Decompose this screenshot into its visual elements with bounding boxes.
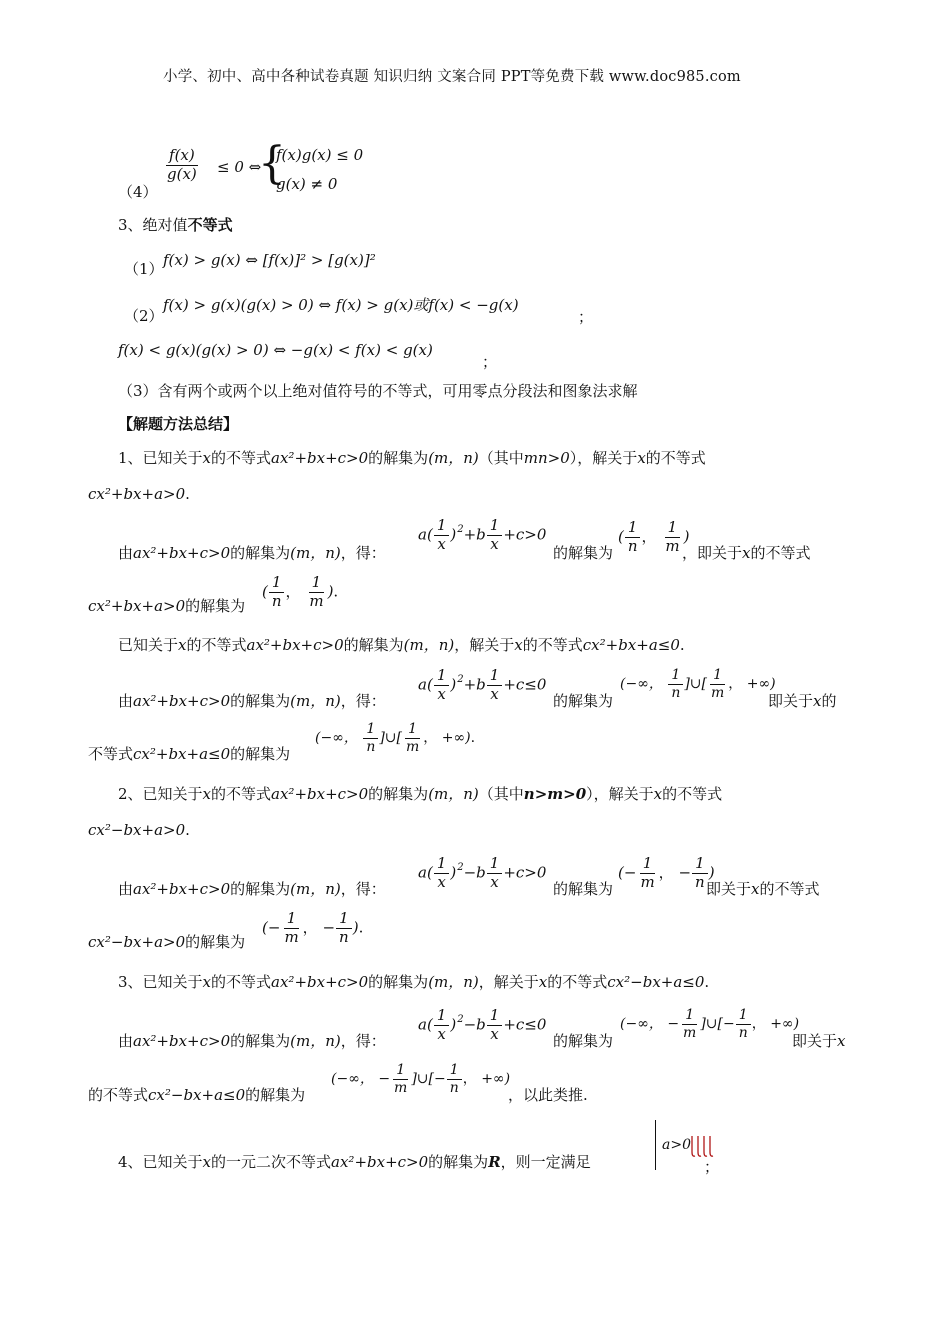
problem-1b-conclusion-set: (−∞， $\frac{1}{n}$ ]∪[ $\frac{1}{m}$ ， +∞). [315,721,476,755]
item-4-line2: g(x) ≠ 0 [276,175,338,193]
problem-4-statement: 4、已知关于x的一元二次不等式ax²+bx+c>0的解集为R，则一定满足 [118,1153,591,1171]
problem-1-statement: 1、已知关于x的不等式ax²+bx+c>0的解集为(m，n)（其中mn>0），解关于x的不等式 [118,449,706,467]
problem-4-condition: a>0 [662,1137,691,1153]
item-4-label: （4） [118,183,158,201]
item-4-brace: { [258,138,286,189]
abs-2-label: （2） [124,307,164,325]
problem-1-target: cx²+bx+a>0. [88,485,190,503]
item-4-line1: f(x)g(x) ≤ 0 [276,146,364,164]
problem-1-solution-b: 的解集为 [553,544,614,562]
problem-2-conclusion: cx²−bx+a>0的解集为 [88,933,246,951]
item-4-relation: ≤ 0 ⇔ [217,158,262,176]
problem-2-solution-b: 的解集为 [553,880,614,898]
problem-1-substitution: a( $\frac{1}{x}$ )$^2$+b $\frac{1}{x}$ +c>0 [418,516,547,553]
problem-2-statement: 2、已知关于x的不等式ax²+bx+c>0的解集为(m，n)（其中n>m>0），解关于x的不等式 [118,785,723,803]
problem-3-conclusion-set: (−∞， − $\frac{1}{m}$ ]∪[− $\frac{1}{n}$ ， +∞) [331,1062,511,1096]
problem-3-solution-b: 的解集为 [553,1032,614,1050]
problem-1b-solution-b: 的解集为 [553,692,614,710]
garbled-glyphs [690,1132,716,1160]
problem-3-tail: ，以此类推. [508,1086,588,1104]
problem-3-conclusion: 的不等式cx²−bx+a≤0的解集为 [88,1086,306,1104]
problem-3-solution-set: (−∞， − $\frac{1}{m}$ ]∪[− $\frac{1}{n}$ ， +∞) [620,1007,800,1041]
problem-2-conclusion-set: (− $\frac{1}{m}$ ， − $\frac{1}{n}$ ). [262,909,364,946]
problem-1b-solution-set: (−∞， $\frac{1}{n}$ ]∪[ $\frac{1}{m}$ ， +∞) [620,667,776,701]
problem-1-conclusion-set: ( $\frac{1}{n}$ ， $\frac{1}{m}$ ). [262,573,339,610]
problem-1-conclusion: cx²+bx+a>0的解集为 [88,597,246,615]
problem-2-solution-set: (− $\frac{1}{m}$ ， − $\frac{1}{n}$ ) [618,854,715,891]
problem-4-tail: ； [704,1158,720,1176]
abs-3-text: （3）含有两个或两个以上绝对值符号的不等式，可用零点分段法和图象法求解 [118,382,638,400]
problem-1-solution-a: 由ax²+bx+c>0的解集为(m，n)，得： [118,544,386,562]
section-3-title: 3、绝对值不等式 [118,216,233,234]
problem-1b-substitution: a( $\frac{1}{x}$ )$^2$+b $\frac{1}{x}$ +c≤0 [418,666,547,703]
abs-1-label: （1） [124,260,164,278]
abs-2b-expr: f(x) < g(x)(g(x) > 0) ⇔ −g(x) < f(x) < g(x) [118,341,433,359]
problem-1b-solution-c: 即关于x的 [768,692,837,710]
abs-2b-tail: ； [482,353,498,371]
problem-2-solution-a: 由ax²+bx+c>0的解集为(m，n)，得： [118,880,386,898]
abs-2-expr: f(x) > g(x)(g(x) > 0) ⇔ f(x) > g(x)或f(x) < −g(x) [163,296,519,314]
abs-1-expr: f(x) > g(x) ⇔ [f(x)]² > [g(x)]² [163,251,376,269]
page-header: 小学、初中、高中各种试卷真题 知识归纳 文案合同 PPT等免费下载 www.doc985.com [163,69,741,85]
problem-1-solution-set: ( $\frac{1}{n}$ ， $\frac{1}{m}$ ) [618,518,690,555]
problem-2-target: cx²−bx+a>0. [88,821,190,839]
problem-4-brace [655,1120,656,1170]
problem-1b-solution-a: 由ax²+bx+c>0的解集为(m，n)，得： [118,692,386,710]
problem-1b-conclusion: 不等式cx²+bx+a≤0的解集为 [88,745,291,763]
problem-1-solution-c: ，即关于x的不等式 [682,544,811,562]
item-4-fraction: $\frac{f(x)}{g(x)}$ [167,146,197,183]
problem-1b-statement: 已知关于x的不等式ax²+bx+c>0的解集为(m，n)，解关于x的不等式cx²+bx+a≤0. [118,636,685,654]
method-title: 【解题方法总结】 [118,415,239,433]
problem-3-statement: 3、已知关于x的不等式ax²+bx+c>0的解集为(m，n)，解关于x的不等式cx²−bx+a≤0. [118,973,710,991]
problem-3-solution-a: 由ax²+bx+c>0的解集为(m，n)，得： [118,1032,386,1050]
abs-2-tail: ； [578,308,594,326]
problem-2-solution-c: 即关于x的不等式 [706,880,820,898]
problem-2-substitution: a( $\frac{1}{x}$ )$^2$−b $\frac{1}{x}$ +c>0 [418,854,547,891]
problem-3-solution-c: 即关于x [792,1032,846,1050]
problem-3-substitution: a( $\frac{1}{x}$ )$^2$−b $\frac{1}{x}$ +c≤0 [418,1006,547,1043]
